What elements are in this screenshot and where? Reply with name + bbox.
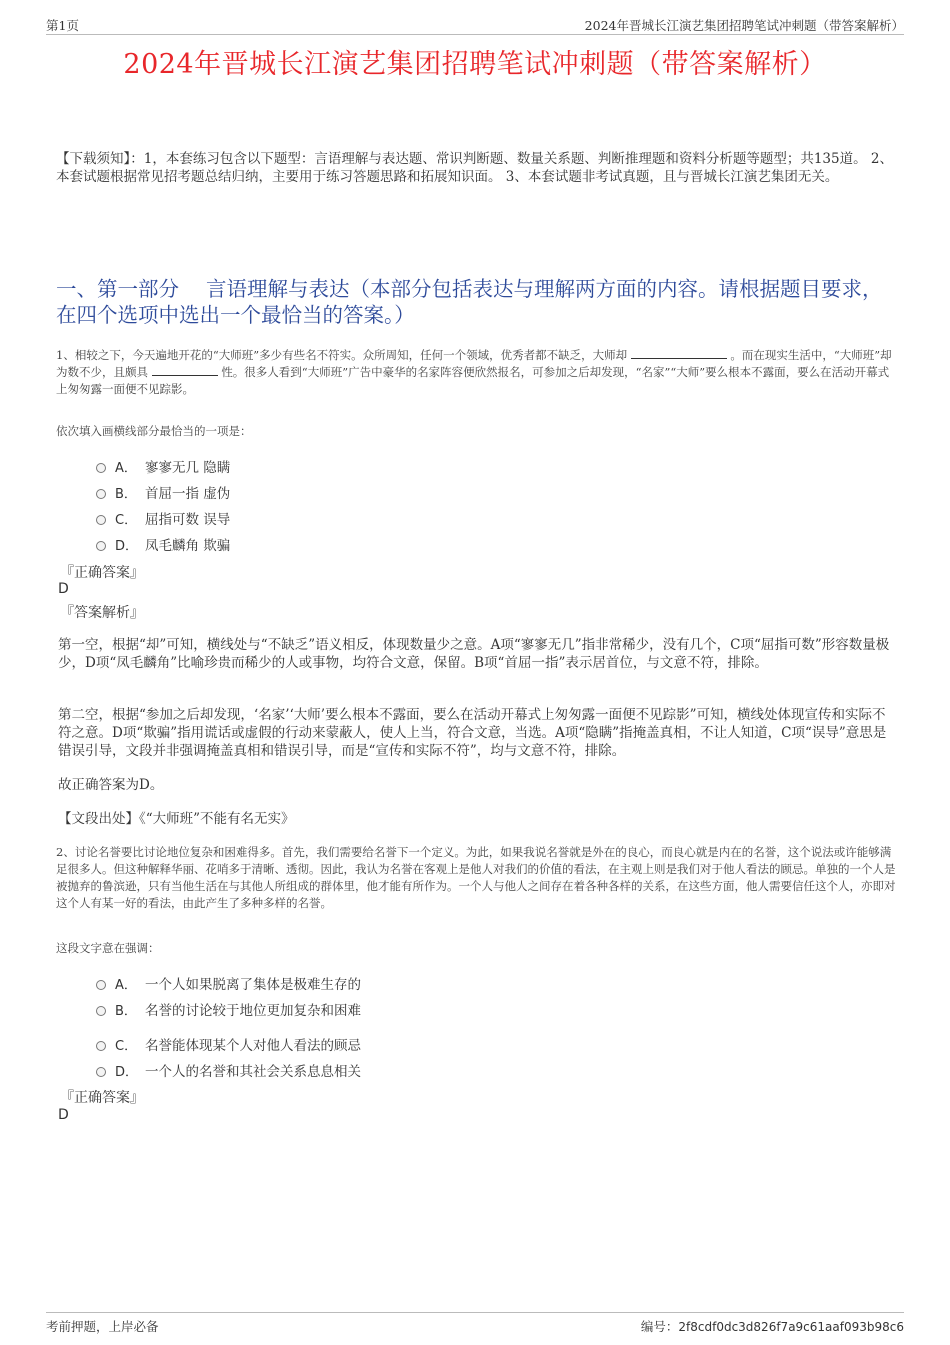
radio-icon[interactable]	[96, 1067, 106, 1077]
question-2-option-b[interactable]: B． 名誉的讨论较于地位更加复杂和困难	[96, 999, 361, 1019]
blank-1	[631, 347, 727, 359]
document-title: 2024年晋城长江演艺集团招聘笔试冲刺题（带答案解析）	[123, 49, 827, 80]
question-2-prompt: 这段文字意在强调：	[56, 941, 160, 955]
question-1-correct-label: 『正确答案』	[60, 565, 144, 581]
footer-code-value: 2f8cdf0dc3d826f7a9c61aaf093b98c6	[678, 1320, 904, 1334]
question-1-option-c[interactable]: C． 屈指可数 误导	[96, 508, 230, 528]
blank-2	[152, 364, 218, 376]
question-1-stem	[56, 347, 898, 398]
question-1-stem-part3: 性。很多人看到“大师班”广告中豪华的名家阵容便欣然报名，可参加之后却发现，“名家”“大师”要么根本不露面，要么在活动开幕式上匆匆露一面便不见踪影。	[56, 365, 890, 396]
question-1-analysis-label: 『答案解析』	[60, 605, 144, 621]
footer-code-label: 编号：	[640, 1319, 679, 1334]
question-1-prompt: 依次填入画横线部分最恰当的一项是：	[56, 424, 252, 438]
question-1-source: 【文段出处】《“大师班”不能有名无实》	[58, 811, 295, 827]
question-1-analysis-para-2: 第二空，根据“参加之后却发现，‘名家’‘大师’要么根本不露面，要么在活动开幕式上匆匆露一面便不见踪影”可知，横线处体现宣传和实际不符之意。D项“欺骗”指用谎话或虚假的行动来蒙蔽人，使人上当，符合文意，当选。A项“隐瞒”指掩盖真相，不让人知道，C项“误导”意思是错误引导，文段并非强调掩盖真相和错误引导，而是“宣传和实际不符”，均与文意不符，排除。	[58, 707, 887, 759]
download-notice: 【下载须知】：1，本套练习包含以下题型：言语理解与表达题、常识判断题、数量关系题、判断推理题和资料分析题等题型；共135道。 2、本套试题根据常见招考题总结归纳，主要用于练习答题思路和拓展知识面。 3、本套试题非考试真题，且与晋城长江演艺集团无关。	[56, 151, 893, 185]
radio-icon[interactable]	[96, 515, 106, 525]
page-header	[46, 14, 904, 35]
question-2-correct-answer: D	[58, 1107, 69, 1123]
page-footer	[46, 1312, 904, 1335]
question-1-stem-part2: 。而在现实生活中，“大师班”却为数不少，且颇具	[56, 348, 892, 379]
question-1-option-a[interactable]: A． 寥寥无几 隐瞒	[96, 456, 230, 476]
radio-icon[interactable]	[96, 463, 106, 473]
page-number: 第1页	[46, 18, 79, 33]
question-1-stem-part1: 1、相较之下，今天遍地开花的“大师班”多少有些名不符实。众所周知，任何一个领域，优秀者都不缺乏，大师却	[56, 348, 628, 362]
header-doc-title: 2024年晋城长江演艺集团招聘笔试冲刺题（带答案解析）	[584, 18, 904, 33]
question-1-correct-answer: D	[58, 581, 69, 597]
footer-code	[641, 1317, 904, 1335]
question-1-option-b[interactable]: B． 首屈一指 虚伪	[96, 482, 230, 502]
radio-icon[interactable]	[96, 1006, 106, 1016]
radio-icon[interactable]	[96, 541, 106, 551]
question-2-correct-label: 『正确答案』	[60, 1090, 144, 1106]
question-1-analysis-conclusion: 故正确答案为D。	[58, 777, 164, 793]
question-2-option-d[interactable]: D． 一个人的名誉和其社会关系息息相关	[96, 1060, 361, 1080]
question-2-option-a[interactable]: A． 一个人如果脱离了集体是极难生存的	[96, 973, 361, 993]
question-2-option-c[interactable]: C． 名誉能体现某个人对他人看法的顾忌	[96, 1034, 361, 1054]
question-1-option-d[interactable]: D． 凤毛麟角 欺骗	[96, 534, 230, 554]
radio-icon[interactable]	[96, 980, 106, 990]
section-heading: 一、第一部分 言语理解与表达（本部分包括表达与理解两方面的内容。请根据题目要求，在四个选项中选出一个最恰当的答案。）	[56, 277, 883, 327]
question-1-analysis-para-1: 第一空，根据“却”可知，横线处与“不缺乏”语义相反，体现数量少之意。A项“寥寥无几”指非常稀少，没有几个，C项“屈指可数”形容数量极少，D项“凤毛麟角”比喻珍贵而稀少的人或事物，均符合文意，保留。B项“首屈一指”表示居首位，与文意不符，排除。	[58, 637, 890, 671]
question-2-stem: 2、讨论名誉要比讨论地位复杂和困难得多。首先，我们需要给名誉下一个定义。为此，如果我说名誉就是外在的良心，而良心就是内在的名誉，这个说法或许能够满足很多人。但这种解释华丽、花哨多于清晰、透彻。因此，我认为名誉在客观上是他人对我们的价值的看法，在主观上则是我们对于他人看法的顾忌。单独的一个人是被抛弃的鲁滨逊，只有当他生活在与其他人所组成的群体里，他才能有所作为。一个人与他人之间存在着各种各样的关系，在这些方面，他人需要信任这个人，亦即对这个人有某一好的看法，由此产生了多种多样的名誉。	[56, 845, 896, 910]
footer-slogan: 考前押题，上岸必备	[46, 1319, 159, 1334]
radio-icon[interactable]	[96, 1041, 106, 1051]
radio-icon[interactable]	[96, 489, 106, 499]
